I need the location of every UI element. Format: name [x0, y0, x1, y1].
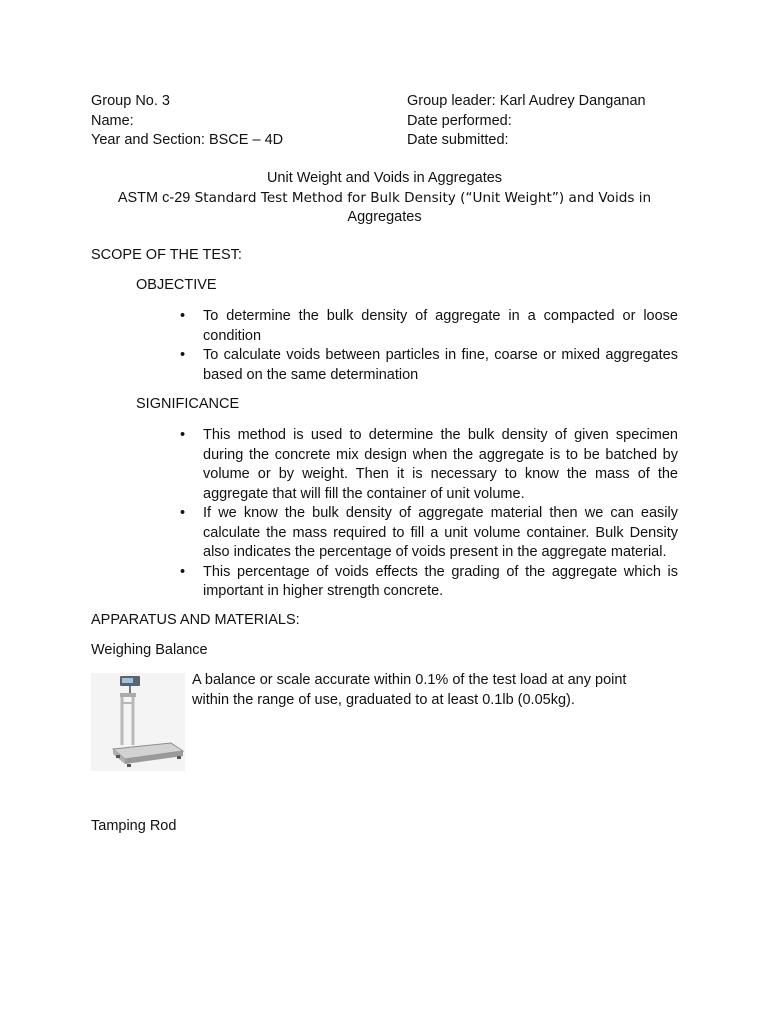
list-item: • To calculate voids between particles in fine, coarse or mixed aggregates based on the same determination: [180, 347, 678, 383]
apparatus-heading: APPARATUS AND MATERIALS:: [91, 612, 300, 628]
year-section: Year and Section: BSCE – 4D: [91, 132, 284, 148]
document-title: Unit Weight and Voids in Aggregates: [266, 170, 503, 186]
bullet: •: [180, 427, 186, 443]
header-left: [91, 92, 381, 151]
group-no: Group No. 3: [91, 93, 170, 109]
list-item: • To determine the bulk density of aggregate in a compacted or loose condition: [180, 308, 678, 344]
bullet: •: [180, 563, 186, 580]
astm-code: ASTM c-29: [117, 189, 191, 206]
group-leader: Group leader: Karl Audrey Danganan: [407, 93, 646, 109]
name-field: Name:: [91, 112, 134, 129]
title-block: [91, 169, 678, 228]
weighing-balance-image: [91, 673, 185, 771]
standard-title: Standard Test Method for Bulk Density (“Unit Weight”) and Voids in: [190, 189, 652, 206]
bullet: •: [180, 505, 186, 521]
header-right: [407, 92, 707, 151]
list-item: • This method is used to determine the bulk density of given specimen during the concrete mix design when the aggregate is to be batched by volume or by weight. Then it is necessary to know the mass of the aggregate that will fill the container of unit volume.: [180, 427, 678, 502]
bullet: •: [180, 308, 186, 324]
standard-line: [91, 189, 678, 209]
objective-list: [180, 307, 678, 385]
list-item: • This percentage of voids effects the grading of the aggregate which is important in higher strength concrete.: [180, 563, 678, 599]
scope-heading: SCOPE OF THE TEST:: [91, 247, 242, 263]
objective-heading: OBJECTIVE: [136, 277, 217, 293]
significance-heading: SIGNIFICANCE: [136, 396, 240, 412]
weighing-balance-description: A balance or scale accurate within 0.1% of the test load at any point within the range of use, graduated to at least 0.1lb (0.05kg).: [192, 672, 627, 708]
list-item: • If we know the bulk density of aggregate material then we can easily calculate the mass required to fill a unit volume container. Bulk Density also indicates the percentage of voids present in the aggregate material.: [180, 505, 678, 560]
tamping-rod-label: Tamping Rod: [91, 818, 177, 834]
date-performed: Date performed:: [407, 112, 512, 129]
weighing-balance-label: Weighing Balance: [91, 642, 208, 658]
standard-title-cont: Aggregates: [347, 209, 422, 225]
platform-scale-icon: [91, 673, 185, 771]
bullet: •: [180, 347, 186, 363]
date-submitted: Date submitted:: [407, 132, 509, 148]
significance-list: [180, 426, 678, 602]
